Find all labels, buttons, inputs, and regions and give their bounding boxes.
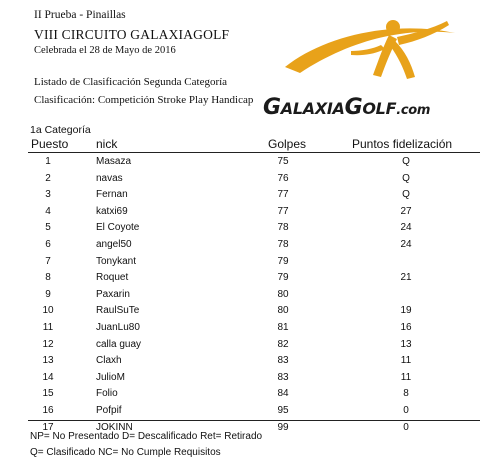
cell-nick: katxi69	[96, 205, 128, 217]
cell-position: 15	[42, 388, 54, 400]
cell-nick: calla guay	[96, 338, 142, 350]
cell-golpes: 78	[277, 222, 289, 234]
table-row	[28, 302, 480, 319]
header-line-1: II Prueba - Pinaillas	[34, 9, 126, 21]
cell-nick: JOKINN	[96, 421, 133, 433]
cell-puntos: Q	[402, 172, 410, 184]
cell-puntos: 11	[400, 371, 412, 383]
table-row	[28, 219, 480, 236]
cell-golpes: 78	[277, 238, 289, 250]
cell-position: 10	[42, 305, 54, 317]
logo-letter-g1: G	[263, 95, 281, 120]
cell-position: 16	[42, 404, 54, 416]
category-label: 1a Categoría	[30, 124, 91, 136]
cell-position: 12	[42, 338, 54, 350]
cell-golpes: 99	[277, 421, 289, 433]
cell-puntos: 27	[400, 205, 412, 217]
cell-puntos: Q	[402, 156, 410, 167]
cell-golpes: 80	[277, 305, 289, 317]
table-row	[28, 336, 480, 353]
table-row	[28, 253, 480, 270]
logo-text-alaxia: ALAXIA	[280, 99, 345, 118]
cell-puntos: Q	[402, 189, 410, 201]
cell-position: 4	[45, 205, 51, 217]
cell-golpes: 81	[277, 321, 289, 333]
table-row	[28, 319, 480, 336]
classification-table	[28, 136, 480, 435]
logo-text-domain: .com	[396, 103, 431, 118]
cell-position: 2	[45, 172, 51, 184]
cell-golpes: 77	[277, 205, 289, 217]
cell-nick: Tonykant	[96, 255, 137, 267]
cell-nick: El Coyote	[96, 222, 140, 234]
table-header	[28, 136, 480, 153]
cell-puntos: 24	[400, 238, 412, 250]
cell-golpes: 83	[277, 371, 289, 383]
cell-nick: Folio	[96, 388, 118, 400]
cell-position: 17	[42, 421, 54, 433]
cell-nick: angel50	[96, 238, 132, 250]
cell-position: 1	[45, 156, 51, 167]
table-row	[28, 203, 480, 220]
cell-position: 13	[42, 355, 54, 367]
table-row	[28, 186, 480, 203]
cell-golpes: 79	[277, 272, 289, 284]
cell-nick: Claxh	[96, 355, 122, 367]
cell-puntos: 21	[400, 272, 412, 284]
cell-position: 14	[42, 371, 54, 383]
event-title: VIII CIRCUITO GALAXIAGOLF	[34, 27, 230, 42]
header-nick: nick	[96, 137, 118, 151]
table-row	[28, 236, 480, 253]
cell-nick: Masaza	[96, 156, 132, 167]
cell-nick: Fernan	[96, 189, 128, 201]
legend-line-2: Q= Clasificado NC= No Cumple Requisitos	[30, 447, 221, 458]
table-row	[28, 286, 480, 303]
cell-nick: Pofpif	[96, 404, 122, 416]
table-row	[28, 385, 480, 402]
table-row	[28, 170, 480, 187]
logo-wordmark	[263, 95, 430, 120]
cell-golpes: 79	[277, 255, 289, 267]
header-puntos: Puntos fidelización	[352, 137, 453, 151]
list-title: Listado de Clasificación Segunda Categoría	[34, 76, 228, 88]
cell-puntos: 16	[400, 321, 412, 333]
cell-position: 9	[45, 288, 51, 300]
cell-golpes: 75	[277, 156, 289, 167]
cell-position: 11	[42, 321, 54, 333]
cell-nick: Paxarin	[96, 288, 130, 300]
cell-position: 3	[45, 189, 51, 201]
cell-position: 8	[45, 272, 51, 284]
cell-golpes: 83	[277, 355, 289, 367]
cell-puntos: 24	[400, 222, 412, 234]
table-row	[28, 402, 480, 419]
cell-golpes: 80	[277, 288, 289, 300]
header-position: Puesto	[31, 137, 69, 151]
event-date: Celebrada el 28 de Mayo de 2016	[34, 45, 176, 56]
cell-golpes: 76	[277, 172, 289, 184]
cell-puntos: 0	[403, 404, 409, 416]
cell-puntos: 19	[400, 305, 412, 317]
table-row	[28, 269, 480, 286]
logo-text-olf: OLF	[362, 99, 397, 118]
cell-puntos: 11	[400, 355, 412, 367]
cell-golpes: 84	[277, 388, 289, 400]
table-body	[28, 153, 480, 435]
cell-nick: RaulSuTe	[96, 305, 140, 317]
cell-nick: navas	[96, 172, 123, 184]
legend-line-1: NP= No Presentado D= Descalificado Ret= Retirado	[30, 431, 263, 442]
cell-position: 7	[45, 255, 51, 267]
cell-puntos: 13	[400, 338, 412, 350]
table-row	[28, 153, 480, 170]
header-golpes: Golpes	[268, 137, 307, 151]
table-row	[28, 369, 480, 386]
galaxiagolf-logo	[255, 15, 485, 125]
table-row	[28, 352, 480, 369]
cell-golpes: 95	[277, 404, 289, 416]
cell-golpes: 82	[277, 338, 289, 350]
classification-type: Clasificación: Competición Stroke Play Handicap	[34, 94, 254, 106]
cell-position: 5	[45, 222, 51, 234]
cell-golpes: 77	[277, 189, 289, 201]
logo-letter-g2: G	[344, 95, 363, 120]
footer-divider	[28, 420, 480, 421]
cell-nick: Roquet	[96, 272, 129, 284]
cell-puntos: 0	[403, 421, 409, 433]
cell-position: 6	[45, 238, 51, 250]
cell-puntos: 8	[403, 388, 409, 400]
cell-nick: JuanLu80	[96, 321, 140, 333]
cell-nick: JulioM	[96, 371, 125, 383]
golfer-swoosh-icon	[255, 15, 485, 95]
